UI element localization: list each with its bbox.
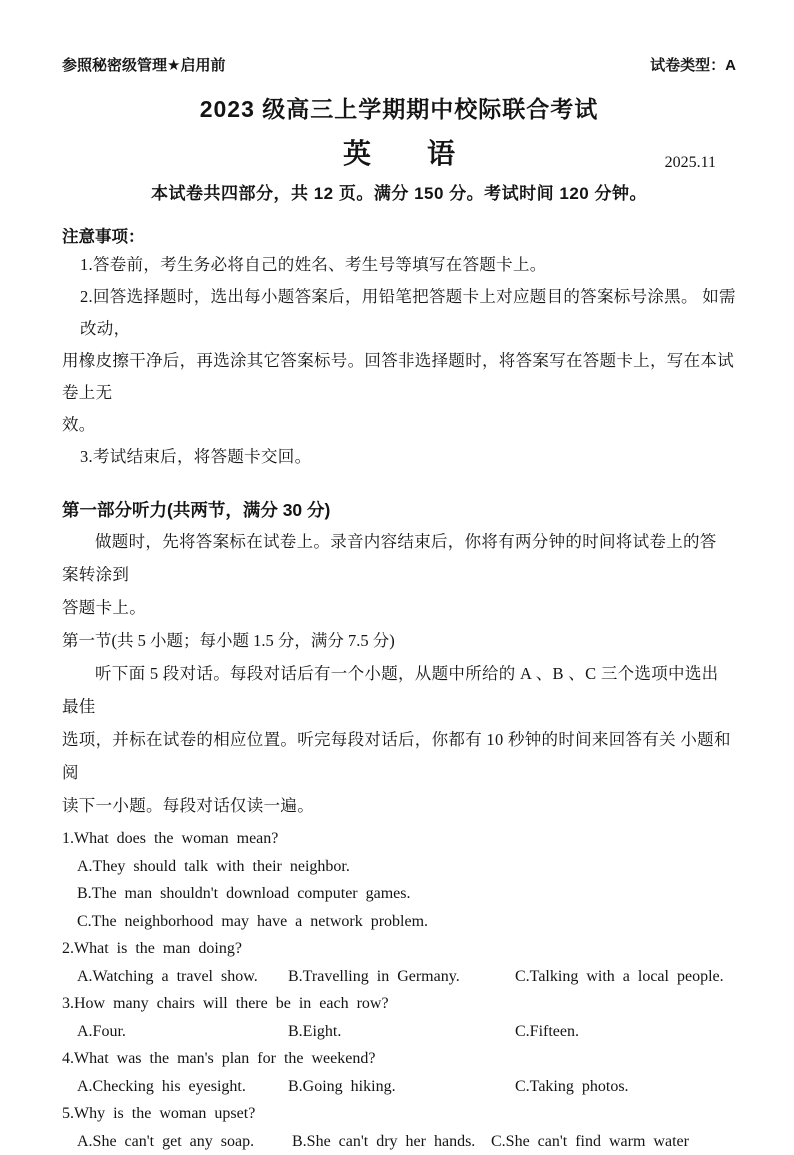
option-row (62, 1018, 736, 1046)
question-stem: 1.What does the woman mean? (62, 825, 736, 853)
part1-intro-line: 做题时，先将答案标在试卷上。录音内容结束后，你将有两分钟的时间将试卷上的答 案转涂到 (62, 525, 736, 591)
notes-list (62, 249, 736, 473)
section1-intro-line: 选项，并标在试卷的相应位置。听完每段对话后，你都有 10 秒钟的时间来回答有关 小题和阅 (62, 723, 736, 789)
part1-intro-line: 答题卡上。 (62, 591, 736, 624)
section1-intro-line: 读下一小题。每段对话仅读一遍。 (62, 789, 736, 822)
option-a: A.They should talk with their neighbor. (62, 853, 736, 881)
option-row (62, 1128, 736, 1155)
option-b: B.She can't dry her hands. (292, 1128, 491, 1155)
option-b: B.Going hiking. (288, 1073, 515, 1101)
part1-heading: 第一部分听力(共两节，满分 30 分) (62, 495, 736, 525)
option-c: C.Fifteen. (515, 1018, 736, 1046)
classification-notice: 参照秘密级管理★启用前 (62, 54, 225, 75)
paper-summary: 本试卷共四部分，共 12 页。满分 150 分。考试时间 120 分钟。 (62, 179, 736, 204)
subject-title: 英 语 (343, 138, 455, 169)
option-c: C.She can't find warm water (491, 1128, 736, 1155)
exam-date: 2025.11 (665, 154, 716, 172)
note-line: 3.考试结束后，将答题卡交回。 (62, 441, 736, 473)
option-a: A.Four. (77, 1018, 288, 1046)
note-line: 1.答卷前，考生务必将自己的姓名、考生号等填写在答题卡上。 (62, 249, 736, 281)
paper-type-label: 试卷类型：A (650, 54, 736, 75)
question-1 (62, 825, 736, 935)
question-stem: 5.Why is the woman upset? (62, 1100, 736, 1128)
note-line: 用橡皮擦干净后，再选涂其它答案标号。回答非选择题时，将答案写在答题卡上，写在本试卷上无 (62, 345, 736, 409)
option-b: B.Eight. (288, 1018, 515, 1046)
option-row (62, 963, 736, 991)
question-4 (62, 1045, 736, 1100)
question-stem: 4.What was the man's plan for the weekend? (62, 1045, 736, 1073)
option-b: B.The man shouldn't download computer games. (62, 880, 736, 908)
option-b: B.Travelling in Germany. (288, 963, 515, 991)
question-stem: 2.What is the man doing? (62, 935, 736, 963)
part1-intro (62, 525, 736, 624)
note-line: 效。 (62, 409, 736, 441)
option-c: C.The neighborhood may have a network problem. (62, 908, 736, 936)
option-c: C.Taking photos. (515, 1073, 736, 1101)
option-row (62, 1073, 736, 1101)
option-a: A.Checking his eyesight. (77, 1073, 288, 1101)
option-c: C.Talking with a local people. (515, 963, 736, 991)
question-3 (62, 990, 736, 1045)
page-header (62, 54, 736, 75)
section1-intro (62, 657, 736, 822)
exam-title: 2023 级高三上学期期中校际联合考试 (62, 91, 736, 124)
section1-intro-line: 听下面 5 段对话。每段对话后有一个小题，从题中所给的 A 、B 、C 三个选项中选出 最佳 (62, 657, 736, 723)
section1-heading: 第一节(共 5 小题；每小题 1.5 分，满分 7.5 分) (62, 624, 736, 657)
listening-questions (62, 825, 736, 1155)
option-a: A.She can't get any soap. (77, 1128, 292, 1155)
note-line: 2.回答选择题时，选出每小题答案后，用铅笔把答题卡上对应题目的答案标号涂黑。 如需改动， (62, 281, 736, 345)
option-a: A.Watching a travel show. (77, 963, 288, 991)
question-5 (62, 1100, 736, 1155)
subject-row (62, 132, 736, 172)
question-2 (62, 935, 736, 990)
question-stem: 3.How many chairs will there be in each row? (62, 990, 736, 1018)
notes-heading: 注意事项： (62, 225, 736, 249)
